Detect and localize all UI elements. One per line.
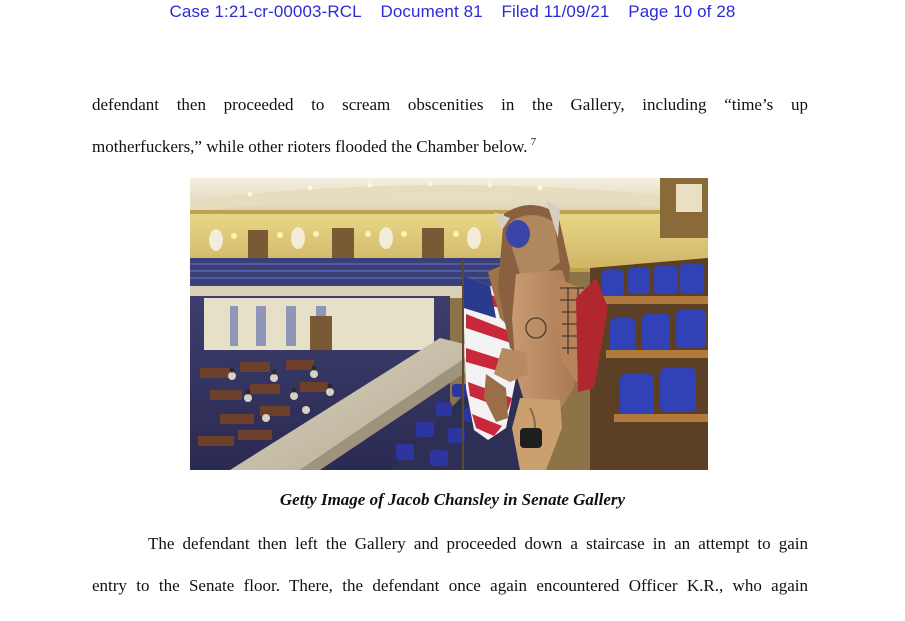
- case-number: Case 1:21-cr-00003-RCL: [169, 2, 362, 21]
- paragraph-1-line-2: [92, 126, 808, 168]
- paragraph-1-line-2-text: motherfuckers,” while other rioters flooded the Chamber below.: [92, 137, 528, 156]
- footnote-marker[interactable]: 7: [530, 136, 537, 148]
- paragraph-2-line-1: The defendant then left the Gallery and proceeded down a staircase in an attempt to gain: [148, 534, 808, 553]
- paragraph-1-line-1: defendant then proceeded to scream obscenities in the Gallery, including “time’s up: [92, 95, 808, 114]
- paragraph-2: [92, 523, 808, 607]
- image-caption: Getty Image of Jacob Chansley in Senate Gallery: [279, 490, 626, 509]
- page-number: Page 10 of 28: [628, 2, 736, 21]
- paragraph-2-line-2: entry to the Senate floor. There, the defendant once again encountered Officer K.R., who again: [92, 576, 808, 595]
- filed-date: Filed 11/09/21: [501, 2, 610, 21]
- document-number: Document 81: [380, 2, 483, 21]
- paragraph-1: [92, 84, 808, 168]
- photo-illustration: [190, 178, 708, 470]
- senate-gallery-photo: [190, 178, 708, 470]
- document-header: [0, 2, 905, 22]
